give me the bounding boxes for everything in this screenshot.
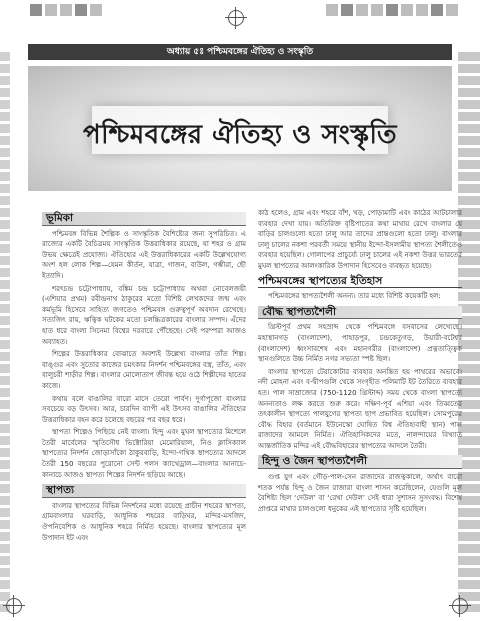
paragraph: স্থাপত্য শিল্পেও পিছিয়ে নেই বাংলা। হিন্দু এবং মুঘল স্থাপত্যের মিশেলে তৈরী মার্বেলের স্মৃতিসৌধ ভিক্টোরিয়া মেমোরিয়াল, নিও ক্লাসিক্যাল স্থাপত্যের নিদর্শন জোড়াসাঁকো ঠাকুরবাড়ি, ইন্দো-গথিক স্থাপত্যের আদলে তৈরী 150 বছরের পুরোনো সেন্ট পলস ক্যাথেড্রাল—বাংলার আনাচে-কানাচে আজও স্থাপত্য শিল্পের নিদর্শন ছড়িয়ে আছে। [42, 428, 246, 479]
paragraph: কাঠ হলেও, গ্রাম এবং শহরে বাঁশ, খড়, পোড়ামাটি এবং কাঠের আটচালার ব্যবহার দেখা যায়। অতিরিক্ত বৃষ্টিপাতের কথা মাথায় রেখে বাংলার যে বাড়ির চালগুলো হতো ঢালু আর তাদের প্রান্তগুলো হতো ঢালু। বাংলার ঢালু চালের নকশা পরবর্তী সময়ে স্থানীয় ইন্দো-ইসলামীয় স্থাপত্য শৈলীতেও ব্যবহার হয়েছিল। গোলাপের প্রাচুর্য্যে ঢালু চালের এই নকশা উত্তর ভারতের মুঘল স্থাপত্যের আলংকারিক উপাদান হিসেবেও ব্যবহৃত হয়েছে। [258, 209, 462, 270]
page-frame-top [0, 0, 480, 48]
paragraph: গুপ্ত যুগ এবং গৌড়-পাল-সেন রাজাদের রাজত্বকালে, অর্থাৎ বারো শতক পর্যন্ত হিন্দু ও জৈন রাজারা বাংলা শাসন করেছিলেন, যেগুলি মূল বৈশিষ্ট্য ছিল ‘দেউল’ বা ‘রেখা দেউল’ সেই ধারা সুশাসন সুসংবদ্ধ। বিশেষ প্রাপ্তরে মাথার চালগুলো ধনুকের এই স্থাপত্যের সৃষ্টি হয়েছিল। [258, 473, 462, 513]
paragraph: খ্রিস্টপূর্ব প্রথম সহস্রাব্দ থেকে পশ্চিমবঙ্গে বসবাসের লেখ্যেছে। মহাস্থানগড় (বাংলাদেশ), পাহাড়পুর, চন্দ্রকেতুগড়, উয়ারী-বটেশ্বর (বাংলাদেশ) ধ্বংসাবশেষ এবং মহানগরীর (বাংলাদেশ) প্রত্নতাত্ত্বিক স্থানগুলিতে উচ্চ নির্মিত নগর সভ্যতা স্পষ্ট ছিল। [258, 323, 462, 364]
registration-squares-left [30, 4, 102, 16]
registration-squares-right [326, 4, 458, 16]
paragraph: বাংলার স্থাপত্যের বিভিন্ন নিদর্শনের মধ্যে রয়েছে প্রাচীন শহরের স্থাপত্য, গ্রামবাংলার ঘরবাড়ি, আধুনিক শহরের বাড়িঘর, মন্দির-মসজিদ, ঔপনিবেশিক ও আধুনিক শহরে নির্মিত হয়েছে। বাংলার স্থাপত্যের মূল উপাদান ইট এবং [42, 501, 246, 542]
section-heading-buddhist: বৌদ্ধ স্থাপত্যশৈলী [258, 306, 462, 320]
registration-mark-icon [228, 10, 244, 26]
paragraph: কথায় বলে বাঙালির বারো মাসে তেরো পার্বণ। দুর্গাপূজো বাংলার সবচেয়ে বড় উৎসব। আর, চারদিন ব্যাপী এই উৎসব বাঙালির ঐতিহ্যের উত্তরাধিকার বহন করে চলেছে বছরের পর বছর ধরে। [42, 394, 246, 424]
paragraph: পশ্চিমবঙ্গ বিভিন্ন শৈল্পিক ও সাংস্কৃতিক বৈশিষ্ট্যের জন্য সুপরিচিত। এ রাজ্যের একটি বৈচিত্রময় সাংস্কৃতিক উত্তরাধিকার রয়েছে, যা শহর ও গ্রাম উভয় ক্ষেত্রেই প্রযোজ্য। ঐতিহ্যের এই উত্তরাধিকারের একটি উল্লেখযোগ্য অংশ হল লোক শিল্প—যেমন কীর্তন, যাত্রা, গাজন, বাউল, গম্ভীরা, ছৌ ইত্যাদি। [42, 229, 246, 280]
section-heading-hindu-jain: হিন্দু ও জৈন স্থাপত্যশৈলী [258, 455, 462, 469]
paragraph: শিল্পের উত্তরাধিকার বোঝাতে অবশ্যই উল্লেখ্য বাংলার তাঁত শিল্প। বাঙ্গুর এবং সুতোর কাজের চমৎকার নিদর্শন পশ্চিমবঙ্গের বস্ত্র, তাঁত, এবং বালুচরী শাড়ীর শিল্প। বাংলার মোলোতাপ জীবন্ত হয়ে ওঠে শিল্পীদের হাতের কাজে। [42, 350, 246, 390]
section-heading-architecture: স্থাপত্য [42, 484, 246, 498]
left-column [42, 208, 246, 545]
right-column [258, 208, 462, 516]
paragraph: শরৎচন্দ্র চট্টোপাধ্যায়, বঙ্কিম চন্দ্র চট্টোপাধ্যায় অথবা নোবেলজয়ী (এশিয়ার প্রথম) রবীন্দ্রনাথ ঠাকুরের মতো বিশিষ্ট লেখকদের জন্ম এবং কর্মভূমি হিসেবে সাহিত্য জগতেও পশ্চিমবঙ্গ গুরুত্বপূর্ণ অবদান রেখেছে। সত্যজিৎ রায়, ঋত্বিক ঘটকের মতো চলচ্চিত্রকারের বাংলার সম্পদ। এঁদের হাত ধরে বাংলা সিনেমা বিশ্বের দরবারে পৌঁছেছে। সেই পরম্পরা আজও অব্যাহত। [42, 284, 246, 346]
chapter-header: অধ্যায় ৫ঃ পশ্চিমবঙ্গের ঐতিহ্য ও সংস্কৃতি [28, 44, 452, 60]
hero-banner [28, 66, 452, 191]
paragraph: বাংলার স্থাপত্যে টেরাকোটার ব্যবহার অনন্তিত হয় পাথরের অভাবে। নদী মোহনা এবং ব-দ্বীপগুলি থেকে সংগৃহীত পলিমাটি ইট তৈরিতে ব্যবহার হত। পাল সাম্রাজ্যের (750-1120 খ্রিস্টাব্দ) সময় থেকে বাংলা স্থাপত্যে অনন্যতাও লক্ষ করতে শুরু করে। দক্ষিণ-পূর্ব এশিয়া এবং তিব্বতের তৎকালীন স্থাপত্যে পালযুগের স্থাপত্য ছাপ প্রভাবিত হয়েছিল। সোমপুরের বৌদ্ধ বিহার (বর্তমানে ইউনেস্কো ঘোষিত বিশ্ব ঐতিহ্যবাহী স্থান) পাল রাজাদের আমলে নির্মিত। ঐতিহাসিকদের মতে, নালন্দায়ের বিখ্যাত আন্তর্জাতিক মন্দির এই বৌদ্ধবিহারের স্থাপত্যের আদলে তৈরী। [258, 367, 462, 450]
page-title: পশ্চিমবঙ্গের ঐতিহ্য ও সংস্কৃতি [83, 120, 397, 150]
left-margin-strip [0, 52, 10, 612]
registration-mark-bottom-right-icon [452, 598, 468, 614]
registration-mark-bottom-left-icon [6, 598, 22, 614]
section-heading-intro: ভূমিকা [42, 212, 246, 226]
paragraph: পশ্চিমবঙ্গের স্থাপত্যশৈলী অনন্য। তার মধ্যে বিশিষ্ট কয়েকটি হল: [268, 292, 441, 301]
section-heading-history: পশ্চিমবঙ্গের স্থাপত্যের ইতিহাস [258, 276, 462, 289]
